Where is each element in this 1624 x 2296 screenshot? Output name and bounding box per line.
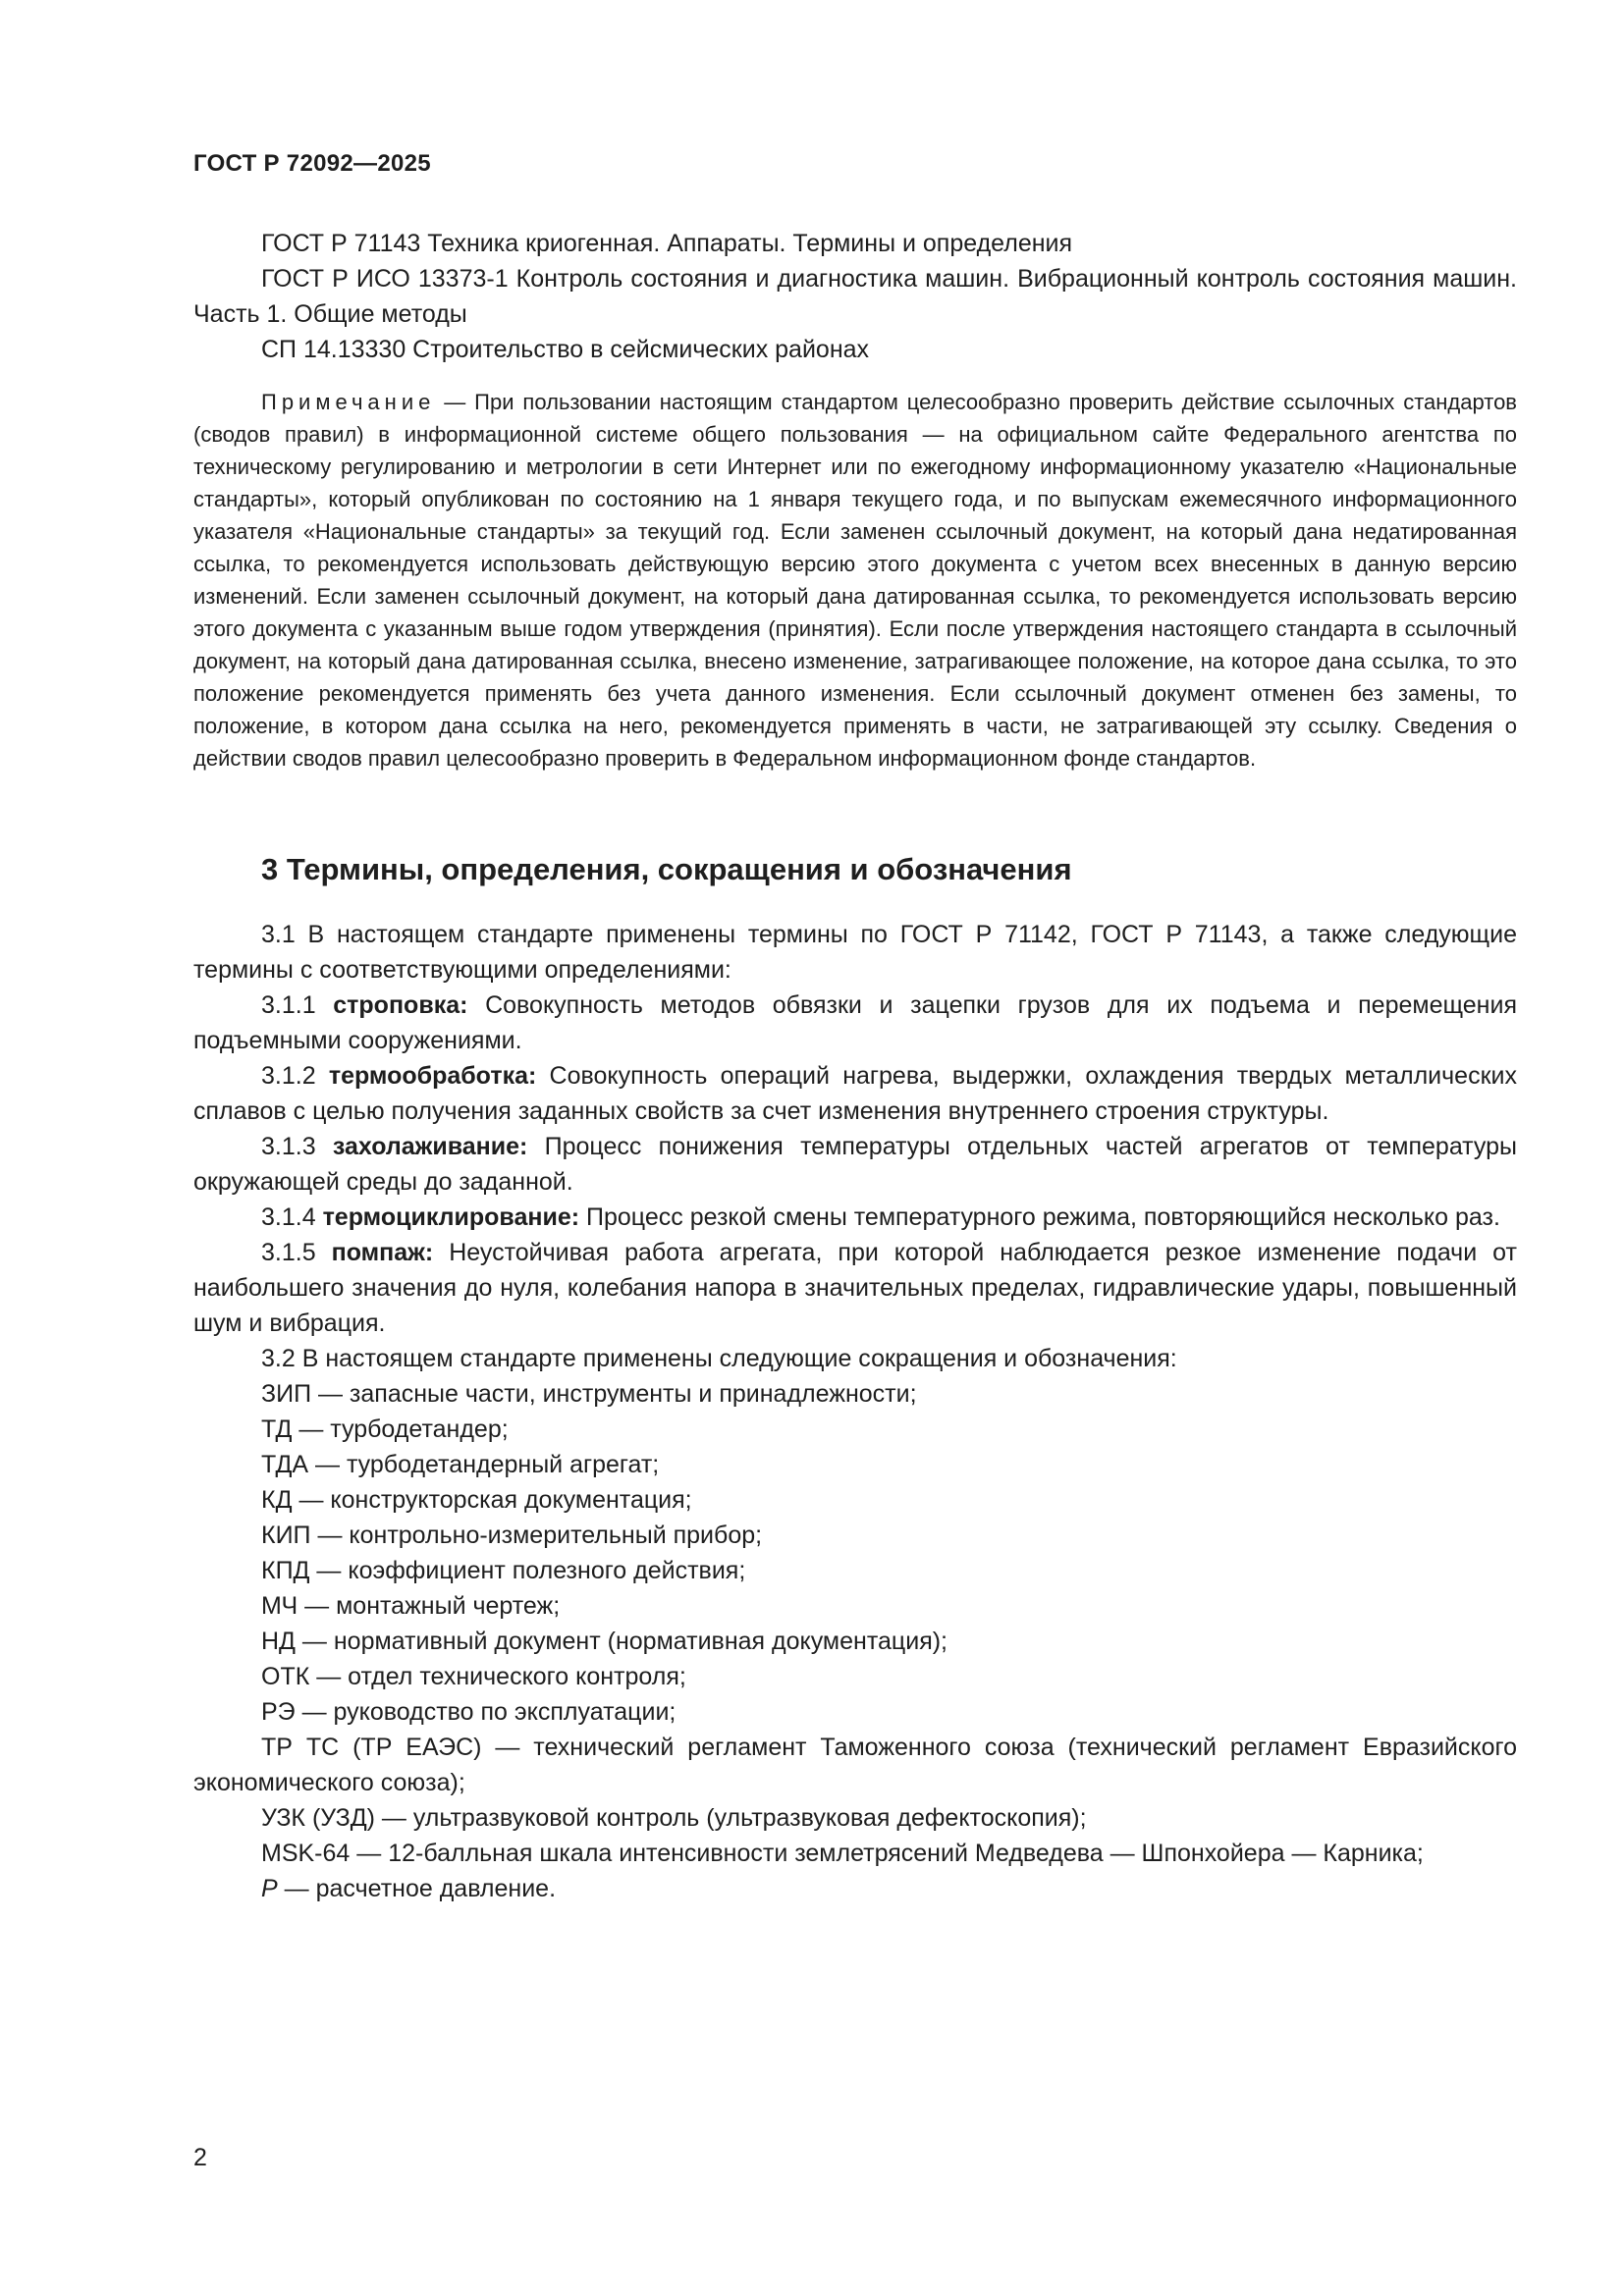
abbreviation-item: ТР ТС (ТР ЕАЭС) — технический регламент Таможенного союза (технический регламент Евразийского экономического союза); bbox=[193, 1734, 1517, 1796]
term-name: термообработка: bbox=[328, 1062, 537, 1090]
abbreviation-item: УЗК (УЗД) — ультразвуковой контроль (ультразвуковая дефектоскопия); bbox=[261, 1804, 1087, 1832]
term-definition: Совокупность методов обвязки и зацепки грузов для их подъема и перемещения подъемными сооружениями. bbox=[193, 991, 1517, 1054]
term-entry bbox=[193, 1129, 1517, 1200]
term-name: строповка: bbox=[333, 991, 468, 1019]
reference-item: ГОСТ Р 71143 Техника криогенная. Аппараты. Термины и определения bbox=[261, 230, 1073, 257]
abbreviation-item: ОТК — отдел технического контроля; bbox=[261, 1663, 686, 1690]
term-number: 3.1.3 bbox=[261, 1133, 333, 1160]
symbol-item bbox=[193, 1871, 1517, 1906]
term-entry bbox=[193, 1235, 1517, 1341]
term-definition: Совокупность операций нагрева, выдержки, охлаждения твердых металлических сплавов с целью получения заданных свойств за счет изменения внутреннего строения структуры. bbox=[193, 1062, 1517, 1125]
term-entry bbox=[193, 988, 1517, 1058]
terms-intro: 3.1 В настоящем стандарте применены термины по ГОСТ Р 71142, ГОСТ Р 71143, а также следующие термины с соответствующими определениями: bbox=[193, 921, 1517, 984]
term-entry bbox=[193, 1200, 1517, 1235]
term-number: 3.1.4 bbox=[261, 1203, 323, 1231]
abbreviation-item: MSK-64 — 12-балльная шкала интенсивности землетрясений Медведева — Шпонхойера — Карника; bbox=[261, 1840, 1424, 1867]
symbol-letter: P bbox=[261, 1875, 278, 1902]
abbreviation-item: ТДА — турбодетандерный агрегат; bbox=[261, 1451, 660, 1478]
term-number: 3.1.2 bbox=[261, 1062, 329, 1090]
term-number: 3.1.1 bbox=[261, 991, 334, 1019]
term-name: помпаж: bbox=[331, 1239, 434, 1266]
symbol-definition: — расчетное давление. bbox=[277, 1875, 557, 1902]
section-body bbox=[193, 917, 1517, 1906]
note-text: — При пользовании настоящим стандартом целесообразно проверить действие ссылочных стандартов (сводов правил) в информационной системе общего пользования — на официальном сайте Федерального агентства по техническому регулированию и метрологии в сети Интернет или по ежегодному информационному указателю «Национальные стандарты», который опубликован по состоянию на 1 января текущего года, и по выпускам ежемесячного информационного указателя «Национальные стандарты» за текущий год. Если заменен ссылочный документ, на который дана недатированная ссылка, то рекомендуется использовать действующую версию этого документа с учетом всех внесенных в данную версию изменений. Если заменен ссылочный документ, на который дана датированная ссылка, то рекомендуется использовать версию этого документа с указанным выше годом утверждения (принятия). Если после утверждения настоящего стандарта в ссылочный документ, на который дана датированная ссылка, внесено изменение, затрагивающее положение, на которое дана ссылка, то это положение рекомендуется применять без учета данного изменения. Если ссылочный документ отменен без замены, то положение, в котором дана ссылка на него, рекомендуется применять в части, не затрагивающей эту ссылку. Сведения о действии сводов правил целесообразно проверить в Федеральном информационном фонде стандартов. bbox=[193, 390, 1517, 771]
document-code-header: ГОСТ Р 72092—2025 bbox=[193, 150, 431, 177]
term-definition: Неустойчивая работа агрегата, при которой наблюдается резкое изменение подачи от наибольшего значения до нуля, колебания напора в значительных пределах, гидравлические удары, повышенный шум и вибрация. bbox=[193, 1239, 1517, 1337]
note-label: Примечание bbox=[261, 390, 436, 414]
abbreviation-item: КД — конструкторская документация; bbox=[261, 1486, 692, 1514]
term-definition: Процесс резкой смены температурного режима, повторяющийся несколько раз. bbox=[579, 1203, 1500, 1231]
note-paragraph bbox=[193, 386, 1517, 774]
abbreviation-item: КИП — контрольно-измерительный прибор; bbox=[261, 1522, 763, 1549]
term-definition: Процесс понижения температуры отдельных частей агрегатов от температуры окружающей среды до заданной. bbox=[193, 1133, 1517, 1196]
page-number: 2 bbox=[193, 2144, 207, 2171]
abbreviation-item: ТД — турбодетандер; bbox=[261, 1415, 509, 1443]
abbreviation-item: НД — нормативный документ (нормативная документация); bbox=[261, 1628, 947, 1655]
section-heading: 3 Термины, определения, сокращения и обозначения bbox=[261, 852, 1072, 886]
abbreviation-item: ЗИП — запасные части, инструменты и принадлежности; bbox=[261, 1380, 917, 1408]
reference-item: ГОСТ Р ИСО 13373-1 Контроль состояния и диагностика машин. Вибрационный контроль состояния машин. Часть 1. Общие методы bbox=[193, 265, 1517, 328]
reference-item: СП 14.13330 Строительство в сейсмических районах bbox=[261, 336, 870, 363]
abbreviation-item: МЧ — монтажный чертеж; bbox=[261, 1592, 561, 1620]
term-name: захолаживание: bbox=[332, 1133, 528, 1160]
term-name: термоциклирование: bbox=[322, 1203, 580, 1231]
term-entry bbox=[193, 1058, 1517, 1129]
abbreviation-item: РЭ — руководство по эксплуатации; bbox=[261, 1698, 677, 1726]
abbreviations-intro: 3.2 В настоящем стандарте применены следующие сокращения и обозначения: bbox=[261, 1345, 1177, 1372]
abbreviation-item: КПД — коэффициент полезного действия; bbox=[261, 1557, 746, 1584]
references-list bbox=[193, 226, 1517, 367]
term-number: 3.1.5 bbox=[261, 1239, 332, 1266]
note-block bbox=[193, 386, 1517, 774]
